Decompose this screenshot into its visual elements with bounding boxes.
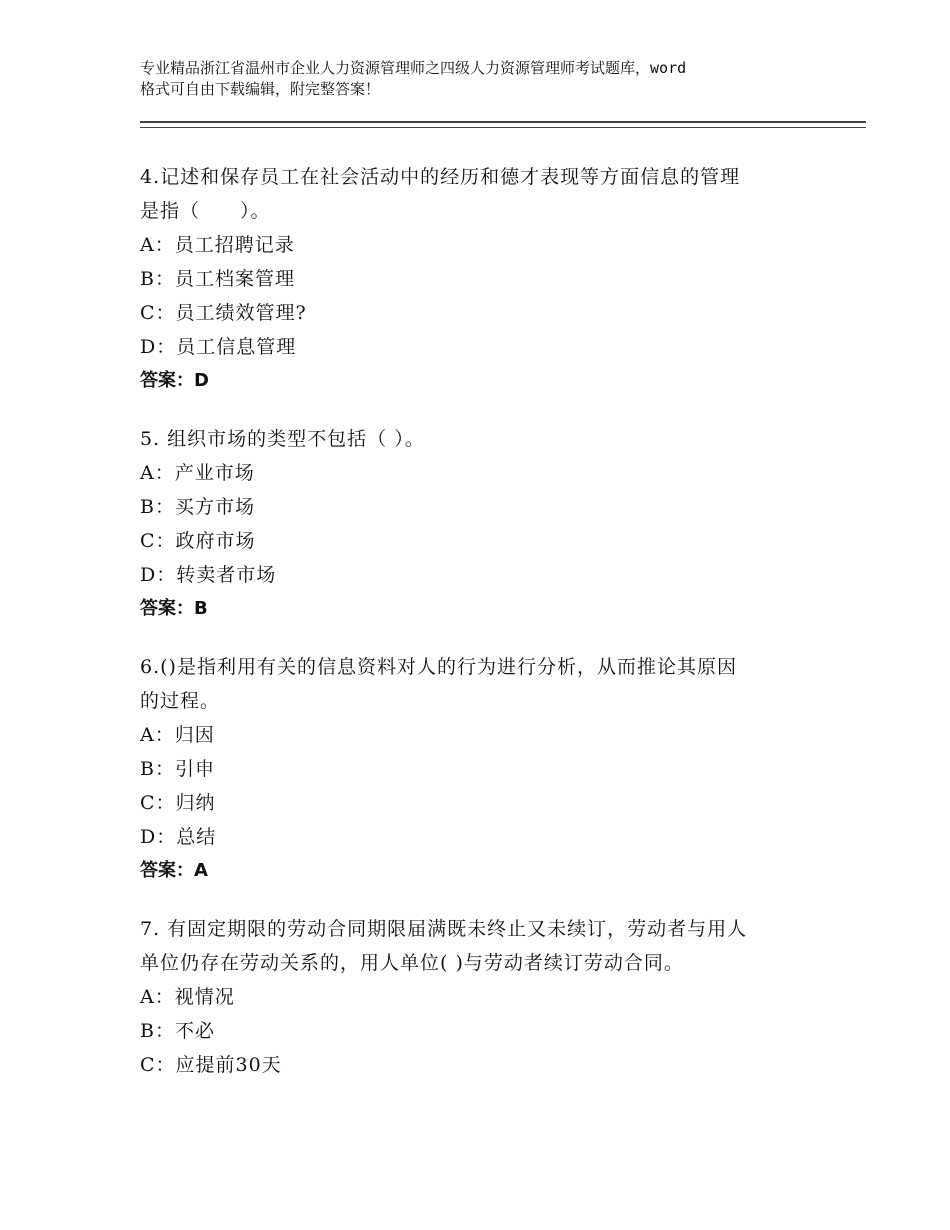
option-c: C：应提前30天 — [140, 1054, 282, 1076]
question-6 — [140, 650, 820, 888]
question-text: 的过程。 — [140, 690, 221, 712]
option-c: C：归纳 — [140, 792, 216, 814]
question-text: 7. 有固定期限的劳动合同期限届满既未终止又未续订，劳动者与用人 — [140, 918, 748, 940]
option-a: A：产业市场 — [140, 462, 255, 484]
option-a: A：员工招聘记录 — [140, 234, 295, 256]
answer-line: 答案：A — [140, 860, 208, 881]
option-d: D：转卖者市场 — [140, 564, 277, 586]
option-d: D：员工信息管理 — [140, 336, 297, 358]
question-text: 5. 组织市场的类型不包括（ ）。 — [140, 428, 425, 450]
option-c: C：员工绩效管理? — [140, 302, 307, 324]
question-5 — [140, 422, 820, 626]
question-text: 单位仍存在劳动关系的，用人单位( )与劳动者续订劳动合同。 — [140, 952, 684, 974]
answer-line: 答案：D — [140, 370, 209, 391]
option-c: C：政府市场 — [140, 530, 256, 552]
option-b: B：员工档案管理 — [140, 268, 295, 290]
option-d: D：总结 — [140, 826, 217, 848]
option-b: B：不必 — [140, 1020, 215, 1042]
document-header — [140, 58, 830, 100]
option-a: A：视情况 — [140, 986, 235, 1008]
question-4 — [140, 160, 820, 398]
question-text: 6.()是指利用有关的信息资料对人的行为进行分析，从而推论其原因 — [140, 656, 737, 678]
header-line-1: 专业精品浙江省温州市企业人力资源管理师之四级人力资源管理师考试题库，word — [140, 59, 687, 77]
option-b: B：买方市场 — [140, 496, 255, 518]
question-text: 是指（ ）。 — [140, 200, 271, 222]
answer-line: 答案：B — [140, 598, 208, 619]
header-line-2: 格式可自由下载编辑，附完整答案！ — [140, 80, 381, 98]
question-list — [140, 160, 820, 1106]
question-7 — [140, 912, 820, 1082]
option-a: A：归因 — [140, 724, 215, 746]
question-text: 4.记述和保存员工在社会活动中的经历和德才表现等方面信息的管理 — [140, 166, 741, 188]
option-b: B：引申 — [140, 758, 215, 780]
header-divider — [140, 121, 866, 128]
